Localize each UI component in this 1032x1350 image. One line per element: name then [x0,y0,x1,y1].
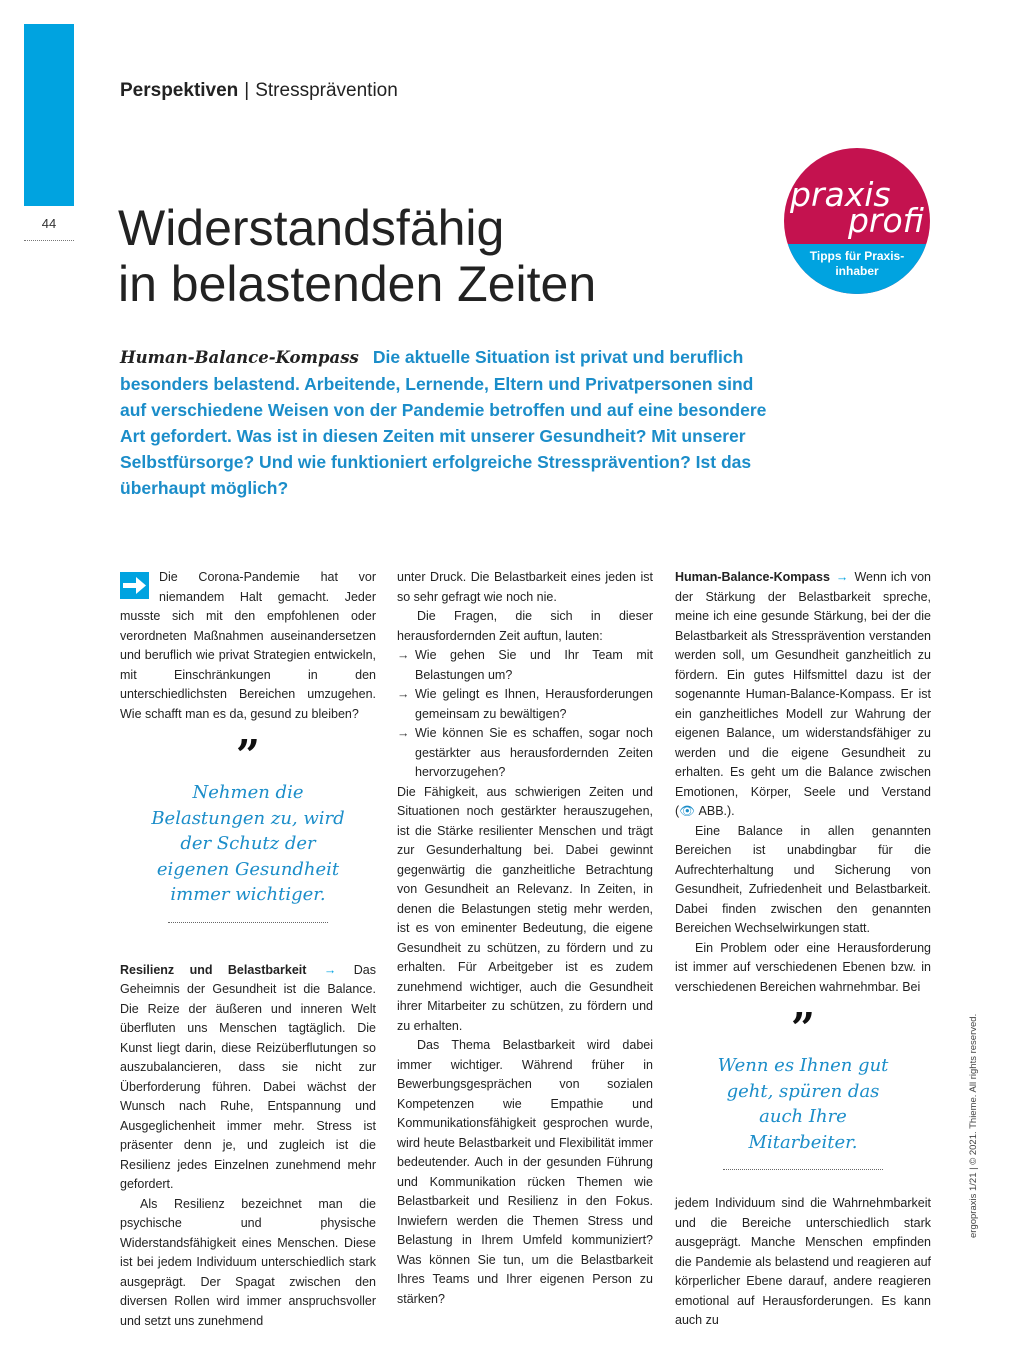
column3-paragraph-2: Eine Balance in allen genannten Bereichen ist unabdingbar für die Aufrechterhaltung und Sicherung von Gesundheit, Zufriedenheit und Belastbarkeit. Dabei finden zwischen den genannten Bereichen Wechselwirkungen statt. [675,823,931,935]
pull-quote-2-text: Wenn es Ihnen gut geht, spüren das auch Ihre Mitarbeiter. [717,1055,889,1153]
copyright-note: ergopraxis 1/21 | © 2021. Thieme. All rights reserved. [968,1013,979,1238]
list-item [397,685,653,724]
resilienz-paragraph-2: Als Resilienz bezeichnet man die psychische und physische Widerstandsfähigkeit eines Menschen. Diese ist bei jedem Individuum unterschiedlich stark ausgeprägt. Der Spagat zwischen den diversen Rollen wird immer anspruchsvoller und setzt uns zunehmend [120,1196,376,1328]
lead-paragraph [120,344,782,501]
pull-quote-1-divider [168,922,328,923]
resilienz-text: Das Geheimnis der Gesundheit ist die Balance. Die Reize der äußeren und inneren Welt überfluten uns Menschen tagtäglich. Die Kunst liegt darin, diese Reizüberflutungen so auszubalancieren, dass sie nicht zur Überforderung führen. Dabei wächst der Wunsch nach Ruhe, Entspannung und Ausgeglichenheit immer mehr. Stress ist präsenter denn je, und zugleich ist die Resilienz jedes Einzelnen zunehmend mehr gefordert. [120,962,376,1191]
rubric-section: Stressprävention [255,80,398,101]
column2-paragraph-3: Die Fähigkeit, aus schwierigen Zeiten und Situationen noch gestärkter herauszugehen, ist die Stärke resilienter Menschen und trägt zur Gesunderhaltung bei. Dabei gewinnt gegenwärtig die ganzheitliche Betrachtung von Gesundheit an Relevanz. In Zeiten, in denen die Belastungen stetig mehr werden, ist es von eminenter Bedeutung, die eigene Gesundheit zu schützen, zu fördern und zu erhalten. Für Arbeitgeber ist es zudem zunehmend wichtiger, auch die Gesundheit ihrer Mitarbeiter zu schützen, zu fördern und zu erhalten. [397,784,653,1033]
subhead-resilienz: Resilienz und Belastbarkeit [120,962,307,977]
list-arrow-icon: → [397,687,410,701]
text-column-3 [675,568,931,1331]
subhead-arrow-icon: → [323,962,337,977]
text-column-2 [397,568,653,1309]
list-item-text: Wie gelingt es Ihnen, Herausforderungen gemeinsam zu bewältigen? [415,687,653,721]
article-title [118,200,596,312]
page-number: 44 [41,216,57,231]
list-item-text: Wie können Sie es schaffen, sogar noch gestärkter aus herausfordernden Zeiten hervorzugehen? [415,726,653,779]
rubric-separator: | [244,80,250,101]
column3-paragraph-4: jedem Individuum sind die Wahrnehmbarkeit und die Bereiche unterschiedlich stark ausgeprägt. Manche Menschen empfinden die Pandemie als belastend und reagieren auf körperlicher Ebene darauf, andere reagieren emotional auf Herausforderungen. Es kann auch zu [675,1196,931,1327]
column2-paragraph-4: Das Thema Belastbarkeit wird dabei immer wichtiger. Während früher in Bewerbungsgesprächen von sozialen Kompetenzen wie Empathie und Kommunikationsfähigkeit gesprochen wurde, wird heute Belastbarkeit und Flexibilität immer bedeutender. Auch in der gesunden Führung und Kommunikation rücken Themen wie Belastbarkeit und Resilienz in den Fokus. Inwiefern werden die Themen Stress und Belastung in Ihrem Umfeld kommuniziert? Was können Sie tun, um die Belastbarkeit Ihres Teams und Ihrer eigenen Person zu stärken? [397,1038,653,1306]
blue-side-bar [24,24,74,206]
eye-icon: 👁 [679,804,696,818]
intro-text: Die Corona-Pandemie hat vor niemandem Halt gemacht. Jeder musste sich mit den empfohlenen oder verordneten Maßnahmen auseinandersetzen und beruflich wie privat Strategien entwickeln, mit Einschränkungen in den unterschiedlichsten Bereichen umzugehen. Wie schafft man es da, gesund zu bleiben? [120,570,376,721]
kompass-text-a: Wenn ich von der Stärkung der Belastbarkeit spreche, meine ich eine gesunde Stärkung, bei der die Belastbarkeit als Stressprävention verstanden werden soll, um Gesundheit ganzheitlich zu fördern. Ein gutes Hilfsmittel dazu ist der sogenannte Human-Balance-Kompass. Er ist ein ganzheitliches Modell zur Wahrung der eigenen Balance, um widerstandsfähiger zu werden und die eigene Gesundheit zu erhalten. Es geht um die Balance zwischen Emotionen, Körper, Seele und Verstand ( [675,570,931,818]
right-arrow-icon [120,572,149,599]
rubric-category: Perspektiven [120,80,239,101]
list-item [397,724,653,783]
badge-word-profi: profi [847,201,924,240]
pull-quote-2-divider [723,1169,883,1170]
pull-quote-1 [120,731,376,923]
column2-paragraph-2: Die Fragen, die sich in dieser herausfordernden Zeit auftun, lauten: [397,609,653,643]
kompass-paragraph [675,568,931,822]
quote-mark-icon: ” [790,1004,816,1053]
subhead-kompass: Human-Balance-Kompass [675,570,830,584]
badge-subtitle-line-2: inhaber [835,264,879,278]
text-column-1 [120,568,376,1331]
resilienz-paragraph [120,961,376,1195]
list-item-text: Wie gehen Sie und Ihr Team mit Belastungen um? [415,648,653,682]
subhead-arrow-icon: → [835,570,849,584]
title-line-2: in belastenden Zeiten [118,256,597,312]
pull-quote-2 [675,1004,931,1170]
rubric [120,80,398,102]
kompass-text-b: ABB.). [698,804,735,818]
list-item [397,646,653,685]
badge-subtitle-line-1: Tipps für Praxis- [809,249,905,263]
intro-paragraph [120,568,376,724]
page-number-divider [24,240,74,241]
badge-word-praxis: praxis [790,175,891,214]
title-line-1: Widerstandsfähig [118,200,505,256]
lead-label: Human-Balance-Kompass [120,348,359,367]
pull-quote-1-text: Nehmen die Belastungen zu, wird der Schutz der eigenen Gesundheit immer wichtiger. [151,782,345,905]
list-arrow-icon: → [397,726,410,740]
list-arrow-icon: → [397,648,410,662]
quote-mark-icon: ” [235,731,261,780]
praxisprofi-badge [784,148,930,294]
question-list [397,646,653,783]
lead-text: Die aktuelle Situation ist privat und beruflich besonders belastend. Arbeitende, Lernende, Eltern und Privatpersonen sind auf verschiedene Weisen von der Pandemie betroffen und auf eine besondere Art gefordert. Was ist in diesen Zeiten mit unserer Gesundheit? Mit unserer Selbstfürsorge? Und wie funktioniert erfolgreiche Stressprävention? Ist das überhaupt möglich? [120,347,767,498]
badge-subtitle [784,249,930,279]
column2-paragraph-1: unter Druck. Die Belastbarkeit eines jeden ist so sehr gefragt wie noch nie. [397,570,653,604]
column3-paragraph-3: Ein Problem oder eine Herausforderung ist immer auf verschiedenen Ebenen bzw. in verschiedenen Bereichen wahrnehmbar. Bei [675,940,931,994]
